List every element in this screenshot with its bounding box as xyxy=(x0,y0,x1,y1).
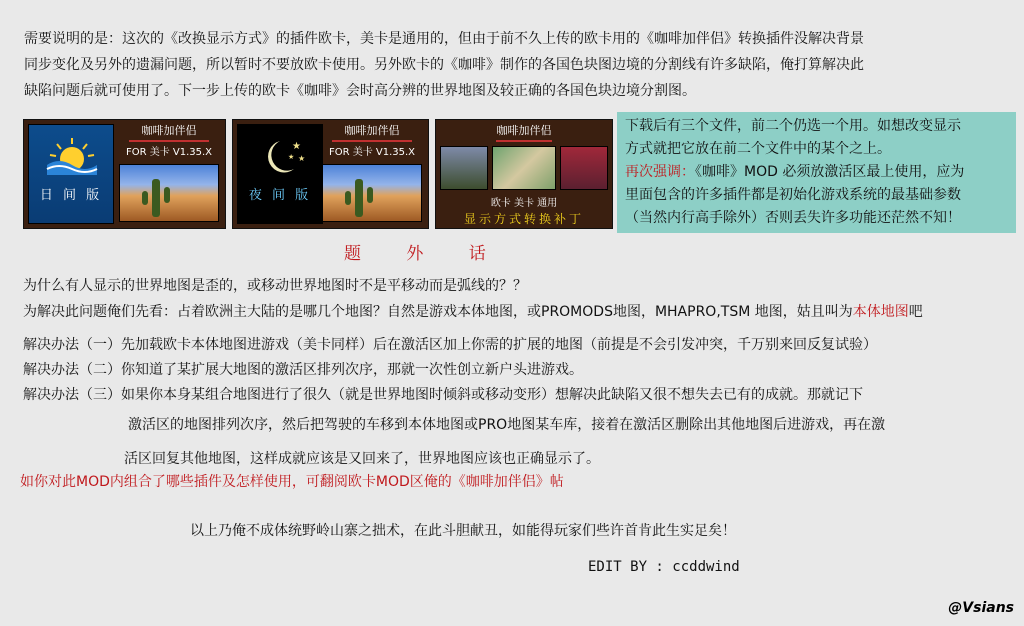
night-product-title: 咖啡加伴侣 xyxy=(344,124,400,137)
info-line-1: 下载后有三个文件，前二个仍选一个用。如想改变显示 xyxy=(625,118,961,134)
day-version-label: 日 间 版 xyxy=(39,188,103,203)
intro-line-1: 需要说明的是：这次的《改换显示方式》的插件欧卡，美卡是通用的，但由于前不久上传的欧卡用的《咖啡加伴侣》转换插件没解决背景 xyxy=(24,31,864,47)
edit-by-credit: EDIT BY : ccddwind xyxy=(588,559,740,575)
day-version-banner xyxy=(23,119,226,229)
premise-text xyxy=(23,302,923,322)
svg-text:★: ★ xyxy=(298,154,306,163)
premise-suffix: 吧 xyxy=(908,304,923,320)
intro-paragraph xyxy=(24,26,1004,104)
thread-reference-note: 如你对此MOD内组合了哪些插件及怎样使用，可翻阅欧卡MOD区俺的《咖啡加伴侣》帖 xyxy=(20,474,564,490)
intro-line-3: 缺陷问题后就可使用了。下一步上传的欧卡《咖啡》会时高分辨的世界地图及较正确的各国色块边境分割图。 xyxy=(24,83,696,99)
day-product-title: 咖啡加伴侣 xyxy=(141,124,197,137)
emphasis-text: 《咖啡》MOD 必须放激活区最上使用，应为 xyxy=(695,164,965,180)
info-line-4: 里面包含的许多插件都是初始化游戏系统的最基础参数 xyxy=(625,187,961,203)
solution-three-line-1: 解决办法（三）如果你本身某组合地图进行了很久（就是世界地图时倾斜或移动变形）想解决此缺陷又很不想失去已有的成就。那就记下 xyxy=(23,387,863,403)
svg-text:★: ★ xyxy=(288,153,295,161)
day-version-text: FOR 美卡 V1.35.X xyxy=(125,147,213,158)
day-version-tile xyxy=(28,124,114,224)
solution-two: 解决办法（二）你知道了某扩展大地图的激活区排列次序，那就一次性创立新户头进游戏。 xyxy=(23,362,583,378)
signature-watermark: @Vsians xyxy=(948,600,1014,616)
solution-three-line-2: 激活区的地图排列次序，然后把驾驶的车移到本体地图或PRO地图某车库，接着在激活区删除出其他地图后进游戏，再在激 xyxy=(128,417,886,433)
info-line-5: （当然内行高手除外）否则丢失许多功能还茫然不知！ xyxy=(625,210,961,226)
solution-three-line-3: 活区回复其他地图，这样成就应该是又回来了，世界地图应该也正确显示了。 xyxy=(124,451,600,467)
night-version-tile xyxy=(237,124,323,224)
intro-line-2: 同步变化及另外的遗漏问题，所以暂时不要放欧卡使用。另外欧卡的《咖啡》制作的各国色块图边境的分割线有许多缺陷，俺打算解决此 xyxy=(24,57,864,73)
emphasis-label: 再次强调： xyxy=(625,164,695,180)
desert-landscape-image xyxy=(119,164,219,222)
screenshot-strip xyxy=(440,146,608,190)
sun-over-sea-icon xyxy=(45,135,99,175)
premise-body: 为解决此问题俺们先看：占着欧洲主大陆的是哪几个地图？自然是游戏本体地图，或PROMODS地图，MHAPRO,TSM 地图，姑且叫为 xyxy=(23,304,853,320)
truck-screenshot xyxy=(440,146,488,190)
night-version-label: 夜 间 版 xyxy=(248,188,312,203)
patch-banner xyxy=(435,119,613,229)
aside-heading: 题 外 话 xyxy=(344,244,506,264)
patch-label: 显示方式转换补丁 xyxy=(463,212,584,226)
question-text: 为什么有人显示的世界地图是歪的，或移动世界地图时不是平移动而是弧线的？？ xyxy=(23,278,527,294)
patch-subtitle: 欧卡 美卡 通用 xyxy=(490,198,558,209)
night-version-banner xyxy=(232,119,429,229)
map-screenshot xyxy=(492,146,556,190)
title-underline xyxy=(129,140,209,142)
info-line-2: 方式就把它放在前二个文件中的某个之上。 xyxy=(625,141,891,157)
title-underline xyxy=(496,140,552,142)
download-info-box xyxy=(617,112,1016,233)
closing-remark: 以上乃俺不成体统野岭山寨之拙术，在此斗胆献丑，如能得玩家们些许首肯此生实足矣！ xyxy=(190,523,736,539)
truck-screenshot xyxy=(560,146,608,190)
solution-one: 解决办法（一）先加载欧卡本体地图进游戏（美卡同样）后在激活区加上你需的扩展的地图（前提是不会引发冲突，千万别来回反复试验） xyxy=(23,337,877,353)
crescent-moon-icon xyxy=(258,135,308,179)
svg-text:★: ★ xyxy=(292,141,301,152)
patch-product-title: 咖啡加伴侣 xyxy=(496,124,552,137)
base-map-highlight: 本体地图 xyxy=(852,304,909,320)
info-line-3 xyxy=(625,161,1010,184)
desert-landscape-image xyxy=(322,164,422,222)
night-version-text: FOR 美卡 V1.35.X xyxy=(328,147,416,158)
title-underline xyxy=(332,140,412,142)
